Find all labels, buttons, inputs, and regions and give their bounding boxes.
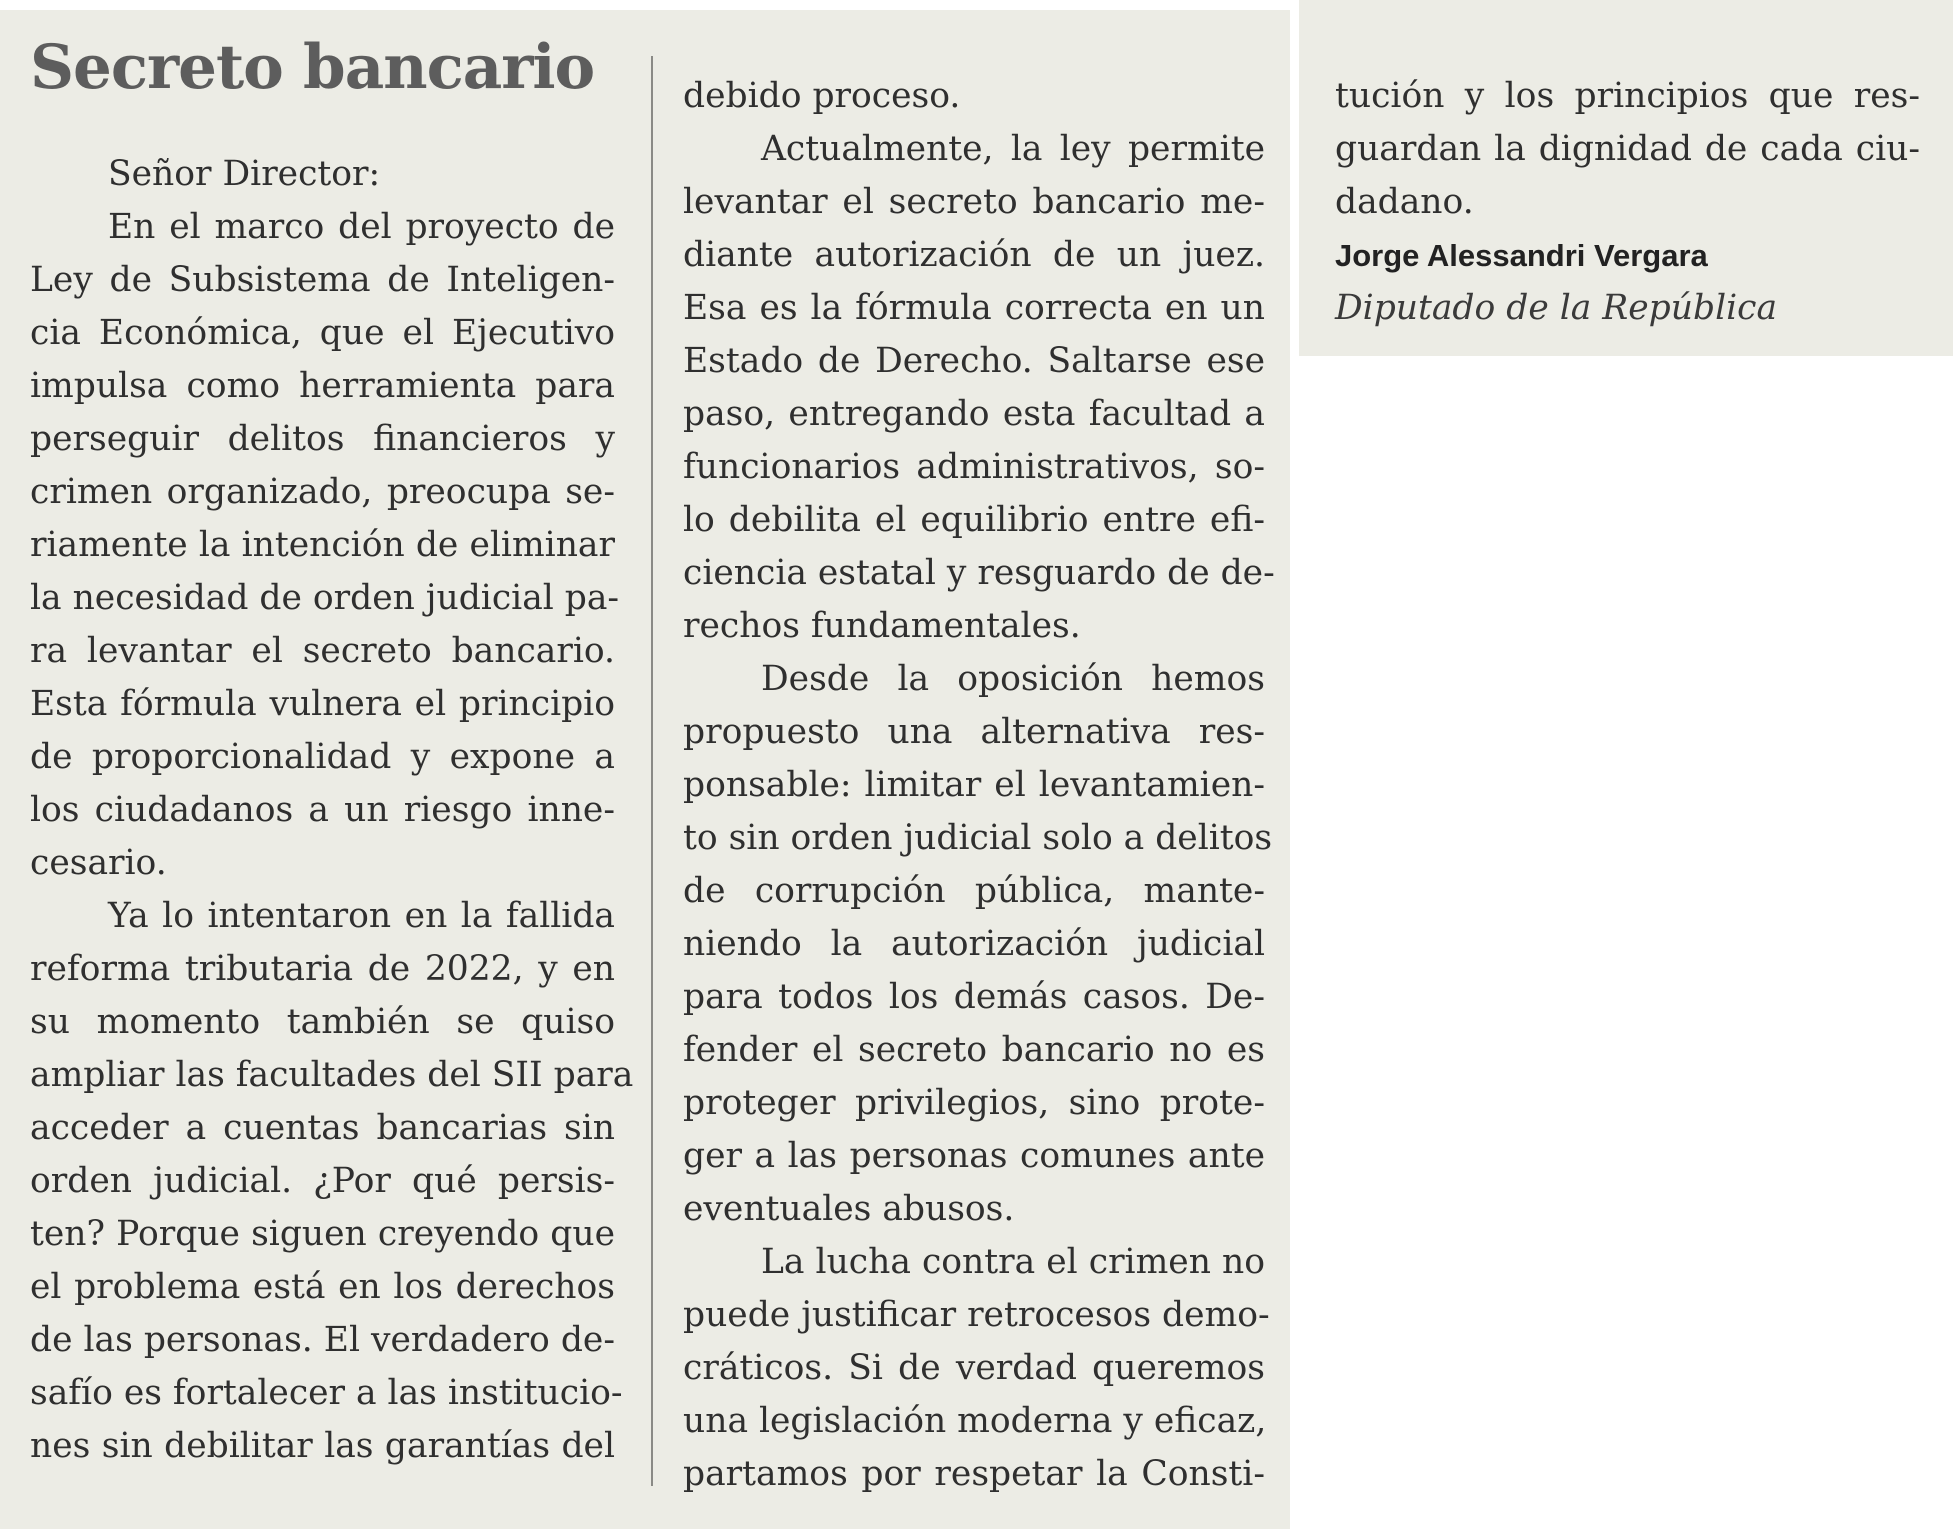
text-line: lo debilita el equilibrio entre efi- bbox=[683, 500, 1265, 540]
text-line: Estado de Derecho. Saltarse ese bbox=[683, 341, 1265, 381]
text-line: los ciudadanos a un riesgo inne- bbox=[30, 790, 615, 830]
text-line: Ley de Subsistema de Inteligen- bbox=[30, 260, 615, 300]
text-line: perseguir delitos financieros y bbox=[30, 419, 615, 459]
text-line: proteger privilegios, sino prote- bbox=[683, 1083, 1265, 1123]
text-line: tución y los principios que res- bbox=[1335, 76, 1920, 116]
text-line: impulsa como herramienta para bbox=[30, 366, 615, 406]
text-line: cesario. bbox=[30, 843, 167, 883]
text-line: propuesto una alternativa res- bbox=[683, 712, 1265, 752]
text-line: En el marco del proyecto de bbox=[108, 207, 615, 247]
text-line: guardan la dignidad de cada ciu- bbox=[1335, 129, 1920, 169]
text-line: ponsable: limitar el levantamien- bbox=[683, 765, 1265, 805]
text-line: de corrupción pública, mante- bbox=[683, 871, 1265, 911]
text-line: La lucha contra el crimen no bbox=[761, 1242, 1265, 1282]
text-line: cráticos. Si de verdad queremos bbox=[683, 1348, 1265, 1388]
signature-role: Diputado de la República bbox=[1335, 288, 1778, 328]
text-line: fender el secreto bancario no es bbox=[683, 1030, 1265, 1070]
signature-name: Jorge Alessandri Vergara bbox=[1335, 238, 1708, 273]
text-line: riamente la intención de eliminar bbox=[30, 525, 615, 565]
text-line: de proporcionalidad y expone a bbox=[30, 737, 615, 777]
text-line: ger a las personas comunes ante bbox=[683, 1136, 1265, 1176]
text-line: crimen organizado, preocupa se- bbox=[30, 472, 615, 512]
column-1-lines bbox=[30, 148, 634, 1473]
text-line: puede justificar retrocesos demo- bbox=[683, 1295, 1270, 1335]
column-3-lines bbox=[1335, 70, 1920, 229]
text-line: funcionarios administrativos, so- bbox=[683, 447, 1265, 487]
text-line: paso, entregando esta facultad a bbox=[683, 394, 1265, 434]
text-line: el problema está en los derechos bbox=[30, 1267, 615, 1307]
text-line: de las personas. El verdadero de- bbox=[30, 1320, 615, 1360]
text-line: levantar el secreto bancario me- bbox=[683, 182, 1265, 222]
text-line: nes sin debilitar las garantías del bbox=[30, 1426, 615, 1466]
column-2-lines bbox=[683, 70, 1275, 1501]
text-line: la necesidad de orden judicial pa- bbox=[30, 578, 620, 618]
text-line: ciencia estatal y resguardo de de- bbox=[683, 553, 1275, 593]
text-line: acceder a cuentas bancarias sin bbox=[30, 1108, 615, 1148]
column-divider bbox=[651, 56, 653, 1486]
text-line: ten? Porque siguen creyendo que bbox=[30, 1214, 615, 1254]
text-line: Esta fórmula vulnera el principio bbox=[30, 684, 615, 724]
text-line: Actualmente, la ley permite bbox=[761, 129, 1265, 169]
text-line: to sin orden judicial solo a delitos bbox=[683, 818, 1273, 858]
text-line: Desde la oposición hemos bbox=[761, 659, 1265, 699]
text-line: una legislación moderna y eficaz, bbox=[683, 1401, 1267, 1441]
text-line: debido proceso. bbox=[683, 76, 961, 116]
text-line: niendo la autorización judicial bbox=[683, 924, 1265, 964]
text-line: eventuales abusos. bbox=[683, 1189, 1015, 1229]
headline: Secreto bancario bbox=[30, 32, 595, 103]
text-line: safío es fortalecer a las institucio- bbox=[30, 1373, 623, 1413]
text-line: rechos fundamentales. bbox=[683, 606, 1081, 646]
text-column-1 bbox=[30, 10, 634, 1473]
text-line: cia Económica, que el Ejecutivo bbox=[30, 313, 615, 353]
text-line: ra levantar el secreto bancario. bbox=[30, 631, 615, 671]
text-line: Esa es la fórmula correcta en un bbox=[683, 288, 1265, 328]
text-line: Señor Director: bbox=[108, 154, 381, 194]
text-column-3 bbox=[1335, 70, 1920, 335]
text-line: para todos los demás casos. De- bbox=[683, 977, 1265, 1017]
text-line: ampliar las facultades del SII para bbox=[30, 1055, 634, 1095]
text-line: Ya lo intentaron en la fallida bbox=[108, 896, 615, 936]
text-line: partamos por respetar la Consti- bbox=[683, 1454, 1265, 1494]
text-line: diante autorización de un juez. bbox=[683, 235, 1265, 275]
text-line: su momento también se quiso bbox=[30, 1002, 615, 1042]
text-column-2 bbox=[683, 70, 1275, 1501]
text-line: dadano. bbox=[1335, 182, 1474, 222]
text-line: orden judicial. ¿Por qué persis- bbox=[30, 1161, 615, 1201]
text-line: reforma tributaria de 2022, y en bbox=[30, 949, 615, 989]
